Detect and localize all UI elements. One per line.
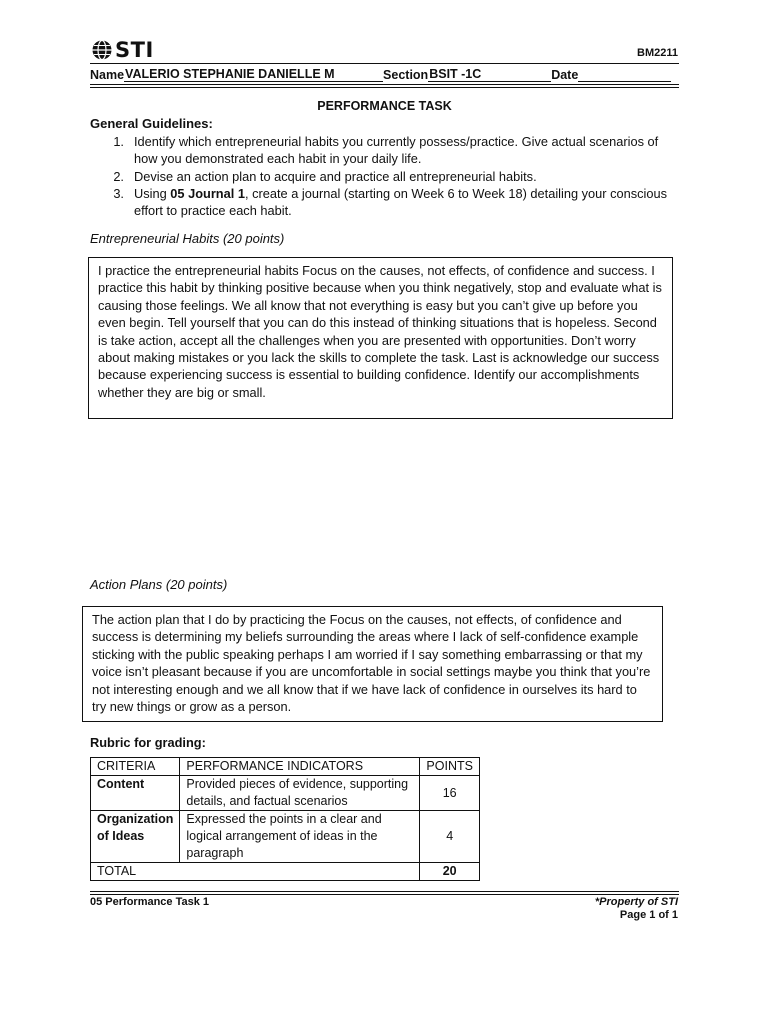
list-text	[124, 185, 680, 220]
list-text: Devise an action plan to acquire and practice all entrepreneurial habits.	[134, 168, 537, 184]
sti-logo	[91, 38, 154, 62]
date-label: Date	[551, 68, 579, 82]
page-title: PERFORMANCE TASK	[317, 99, 452, 113]
habits-answer-box[interactable]: I practice the entrepreneurial habits Focus on the causes, not effects, of confidence and success. I practice this habit by thinking positive because when you think negatively, stop and evaluate what is causing those feelings. We all know that not everything is easy but you can’t give up before you even begin. Tell yourself that you can do this instead of thinking situations that is hopeless. Second is take action, accept all the challenges when you are presented with opportunities. Don’t worry about making mistakes or you lack the skills to complete the task. Last is acknowledge our success because experiencing success is essential to building confidence. Identify our accomplishments whether they are big or small.	[88, 257, 673, 419]
column-header: POINTS	[420, 758, 480, 776]
guidelines-heading: General Guidelines:	[90, 116, 213, 131]
action-plans-answer-box[interactable]: The action plan that I do by practicing the Focus on the causes, not effects, of confidence and success is determining my beliefs surrounding the areas where I lack of self-confidence example sticking with the public speaking perhaps I am worried if I say something embarrassing or that my voice isn’t pleasant because if you are uncomfortable in social settings maybe you think that you’re not interesting enough and we all know that if we have lack of confidence in ourselves its hard to try new things or grow as a person.	[82, 606, 663, 722]
name-label: Name	[90, 68, 125, 82]
points-cell: 4	[420, 811, 480, 863]
footer-right	[595, 896, 678, 922]
footer-document-name: 05 Performance Task 1	[90, 896, 210, 908]
habits-heading: Entrepreneurial Habits (20 points)	[90, 231, 285, 246]
list-number: 1.	[113, 134, 124, 149]
section-field[interactable]: BSIT -1C	[428, 67, 551, 82]
rubric-heading: Rubric for grading:	[90, 735, 206, 750]
criteria-cell: Organization of Ideas	[91, 811, 180, 863]
list-item	[90, 133, 680, 168]
list-item	[90, 168, 680, 185]
total-label: TOTAL	[91, 863, 420, 881]
list-text-post: , create a journal (starting on Week 6 to Week 18) detailing your conscious effort to practice each habit.	[134, 185, 668, 219]
document-code: BM2211	[637, 47, 678, 59]
logo-text: STI	[115, 38, 154, 62]
table-row	[91, 776, 480, 811]
name-field[interactable]: VALERIO STEPHANIE DANIELLE M	[124, 67, 383, 82]
table-total-row	[91, 863, 480, 881]
table-row	[91, 811, 480, 863]
date-field[interactable]	[578, 67, 671, 82]
globe-icon	[91, 39, 113, 61]
list-number: 2.	[113, 168, 124, 184]
list-text-pre: Using	[134, 185, 171, 201]
page-number: Page 1 of 1	[619, 909, 678, 921]
student-info-line	[90, 67, 679, 82]
indicator-cell: Expressed the points in a clear and logical arrangement of ideas in the paragraph	[180, 811, 420, 863]
journal-reference: 05 Journal 1	[170, 185, 245, 201]
criteria-cell: Content	[91, 776, 180, 811]
column-header: PERFORMANCE INDICATORS	[180, 758, 420, 776]
property-notice: *Property of STI	[594, 896, 678, 908]
table-header-row	[91, 758, 480, 776]
action-plans-heading: Action Plans (20 points)	[90, 577, 228, 592]
guidelines-list	[90, 133, 680, 219]
rubric-table	[90, 757, 480, 881]
header-double-rule	[90, 84, 679, 88]
section-label: Section	[383, 68, 429, 82]
points-cell: 16	[420, 776, 480, 811]
list-item	[90, 185, 680, 220]
footer-rule	[90, 891, 679, 895]
list-number: 3.	[113, 185, 124, 201]
total-points: 20	[420, 863, 480, 881]
list-text: Identify which entrepreneurial habits you currently possess/practice. Give actual scenarios of how you demonstrated each habit in your daily life.	[134, 134, 659, 167]
header-rule	[90, 63, 679, 64]
indicator-cell: Provided pieces of evidence, supporting details, and factual scenarios	[180, 776, 420, 811]
column-header: CRITERIA	[91, 758, 180, 776]
